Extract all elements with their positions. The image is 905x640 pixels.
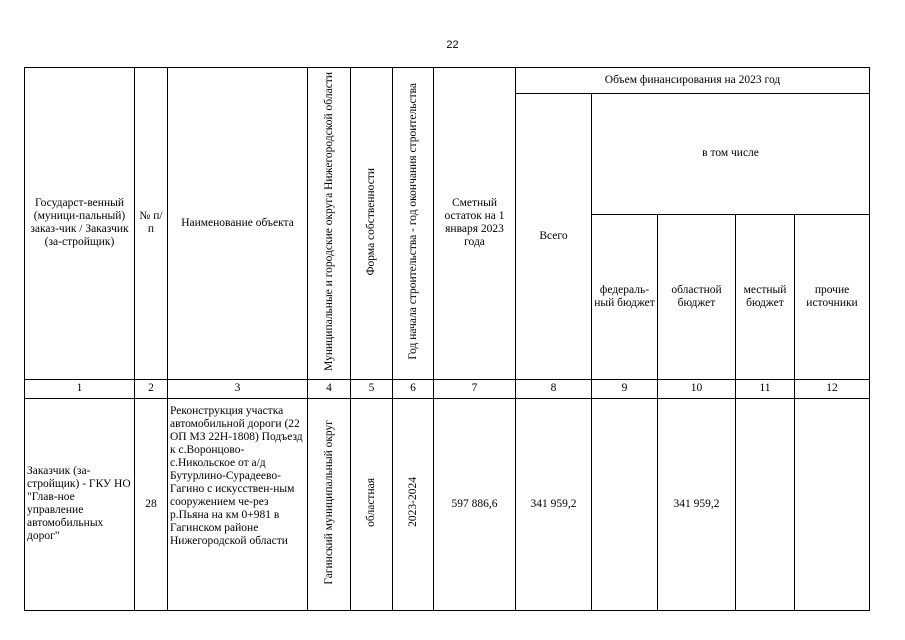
row-district: Гагинский муниципальный округ [322,420,335,585]
row-federal [592,398,658,610]
header-district-cell [308,68,351,380]
header-total: Всего [516,94,592,380]
header-customer: Государст-венный (муници-пальный) заказ-чик / Заказчик (за-стройщик) [25,68,135,380]
column-number: 2 [135,379,168,398]
column-number: 8 [516,379,592,398]
header-including: в том числе [592,94,870,215]
column-number: 3 [168,379,308,398]
header-years: Год начала строительства - год окончания строительства [406,83,419,360]
header-object-name: Наименование объекта [168,68,308,380]
column-number: 11 [736,379,795,398]
column-number: 6 [393,379,434,398]
row-district-cell [308,398,351,610]
row-regional: 341 959,2 [658,398,736,610]
row-object-name: Реконструкция участка автомобильной дороги (22 ОП МЗ 22Н-1808) Подъезд к с.Воронцово-с.Никольское от а/д Бутурлино-Сурадеево-Гагино с искусствен-ным сооружением че-рез р.Пьяна на км 0+981 в Гагинском районе Нижегородской области [168,398,308,610]
row-other [795,398,870,610]
header-federal: федераль-ный бюджет [592,214,658,379]
row-balance: 597 886,6 [434,398,516,610]
header-financing: Объем финансирования на 2023 год [516,68,870,94]
header-other: прочие источники [795,214,870,379]
page-number: 22 [446,39,459,51]
column-number: 12 [795,379,870,398]
row-local [736,398,795,610]
financing-table [24,67,870,611]
header-ownership-cell [351,68,393,380]
row-ownership: областная [365,477,377,527]
column-numbers-row [25,379,870,398]
row-ownership-cell [351,398,393,610]
column-number: 5 [351,379,393,398]
row-total: 341 959,2 [516,398,592,610]
header-ownership: Форма собственности [365,167,377,276]
column-number: 4 [308,379,351,398]
row-customer: Заказчик (за-стройщик) - ГКУ НО "Глав-ное управление автомобильных дорог" [25,398,135,610]
table-row [25,398,870,610]
row-years-cell [393,398,434,610]
row-years: 2023-2024 [406,477,419,528]
column-number: 7 [434,379,516,398]
row-number: 28 [135,398,168,610]
header-district: Муниципальные и городские округа Нижегородской области [322,72,335,371]
column-number: 10 [658,379,736,398]
header-years-cell [393,68,434,380]
header-local: местный бюджет [736,214,795,379]
header-regional: областной бюджет [658,214,736,379]
header-number: № п/п [135,68,168,380]
column-number: 1 [25,379,135,398]
header-balance: Сметный остаток на 1 января 2023 года [434,68,516,380]
column-number: 9 [592,379,658,398]
